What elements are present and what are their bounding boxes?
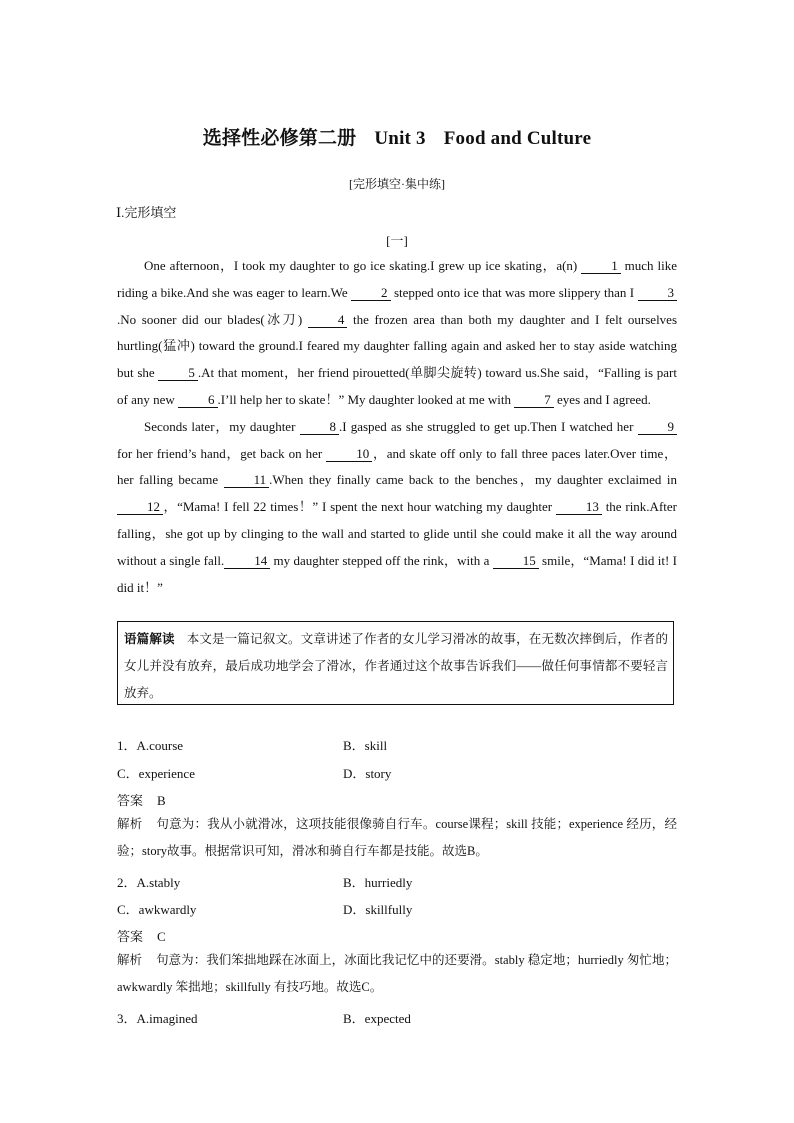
- q1-option-a: 1．A.course: [117, 738, 184, 753]
- unit-name: Unit 3: [374, 128, 426, 149]
- blank-3: 3: [638, 285, 678, 301]
- q2-option-c: C．awkwardly: [117, 902, 197, 917]
- passage-paragraph-2: Seconds later，my daughter 8 .I gasped as she struggled to get up.Then I watched her 9 for her friend’s hand，get back on her 10 ，and skate off only to fall three paces later.Over time，her falling became 11 .When they finally came back to the benches，my daughter exclaimed in 12 ，“Mama! I fell 22 times！” I spent the next hour watching my daughter 13 the rink.After falling，she got up by clinging to the wall and started to glide until she could make it all the way around without a single fall. 14 my daughter stepped off the rink，with a 15 smile，“Mama! I did it! I did it！”: [117, 418, 677, 595]
- summary-label: 语篇解读: [124, 632, 175, 646]
- passage-paragraph-1: One afternoon，I took my daughter to go ice skating.I grew up ice skating，a(n) 1 much like riding a bike.And she was eager to learn.We 2 stepped onto ice that was more slippery than I 3.No sooner did our blades(冰刀) 4 the frozen area than both my daughter and I felt ourselves hurtling(猛冲) toward the ground.I feared my daughter falling again and asked her to stay aside watching but she 5 .At that moment，her friend pirouetted(单脚尖旋转) toward us.She said，“Falling is part of any new 6 .I’ll help her to skate！” My daughter looked at me with 7 eyes and I agreed.: [117, 258, 678, 407]
- blank-14: 14: [224, 553, 270, 569]
- blank-6: 6: [178, 392, 218, 408]
- blank-10: 10: [326, 446, 372, 462]
- q1-option-c: C．experience: [117, 766, 195, 781]
- blank-5: 5: [158, 365, 198, 381]
- exercise-type: [完形填空·集中练]: [349, 177, 445, 191]
- unit-topic: Food and Culture: [443, 128, 592, 149]
- q2-answer: 答案 C: [117, 929, 166, 944]
- blank-8: 8: [300, 419, 340, 435]
- q1-answer: 答案 B: [117, 793, 166, 808]
- q1-option-d: D．story: [343, 766, 392, 781]
- q3-option-a: 3．A.imagined: [117, 1011, 198, 1026]
- q1-analysis: 解析 句意为：我从小就滑冰，这项技能很像骑自行车。course课程；skill 技能；experience 经历，经验；story故事。根据常识可知，滑冰和骑自行车都是技能。故选B。: [117, 817, 677, 858]
- book-name: 选择性必修第二册: [202, 128, 357, 149]
- blank-4: 4: [308, 312, 348, 328]
- q2-analysis: 解析 句意为：我们笨拙地踩在冰面上，冰面比我记忆中的还要滑。stably 稳定地；hurriedly 匆忙地；awkwardly 笨拙地；skillfully 有技巧地。故选C。: [117, 953, 677, 994]
- page-title: [0, 123, 794, 150]
- blank-11: 11: [224, 472, 270, 488]
- blank-9: 9: [638, 419, 678, 435]
- cloze-passage: [117, 253, 677, 601]
- blank-1: 1: [581, 258, 621, 274]
- blank-15: 15: [493, 553, 539, 569]
- summary-text: 本文是一篇记叙文。文章讲述了作者的女儿学习滑冰的故事，在无数次摔倒后，作者的女儿并没有放弃，最后成功地学会了滑冰，作者通过这个故事告诉我们——做任何事情都不要轻言放弃。: [124, 632, 668, 700]
- blank-7: 7: [514, 392, 554, 408]
- section-heading: Ⅰ.完形填空: [116, 205, 177, 220]
- q2-option-b: B．hurriedly: [343, 875, 413, 890]
- passage-summary-box: [117, 621, 674, 705]
- blank-2: 2: [351, 285, 391, 301]
- q3-option-b: B．expected: [343, 1011, 411, 1026]
- q2-option-a: 2．A.stably: [117, 875, 181, 890]
- part-label: [一]: [386, 233, 408, 248]
- q2-option-d: D．skillfully: [343, 902, 413, 917]
- blank-13: 13: [556, 499, 602, 515]
- blank-12: 12: [117, 499, 163, 515]
- q1-option-b: B．skill: [343, 738, 388, 753]
